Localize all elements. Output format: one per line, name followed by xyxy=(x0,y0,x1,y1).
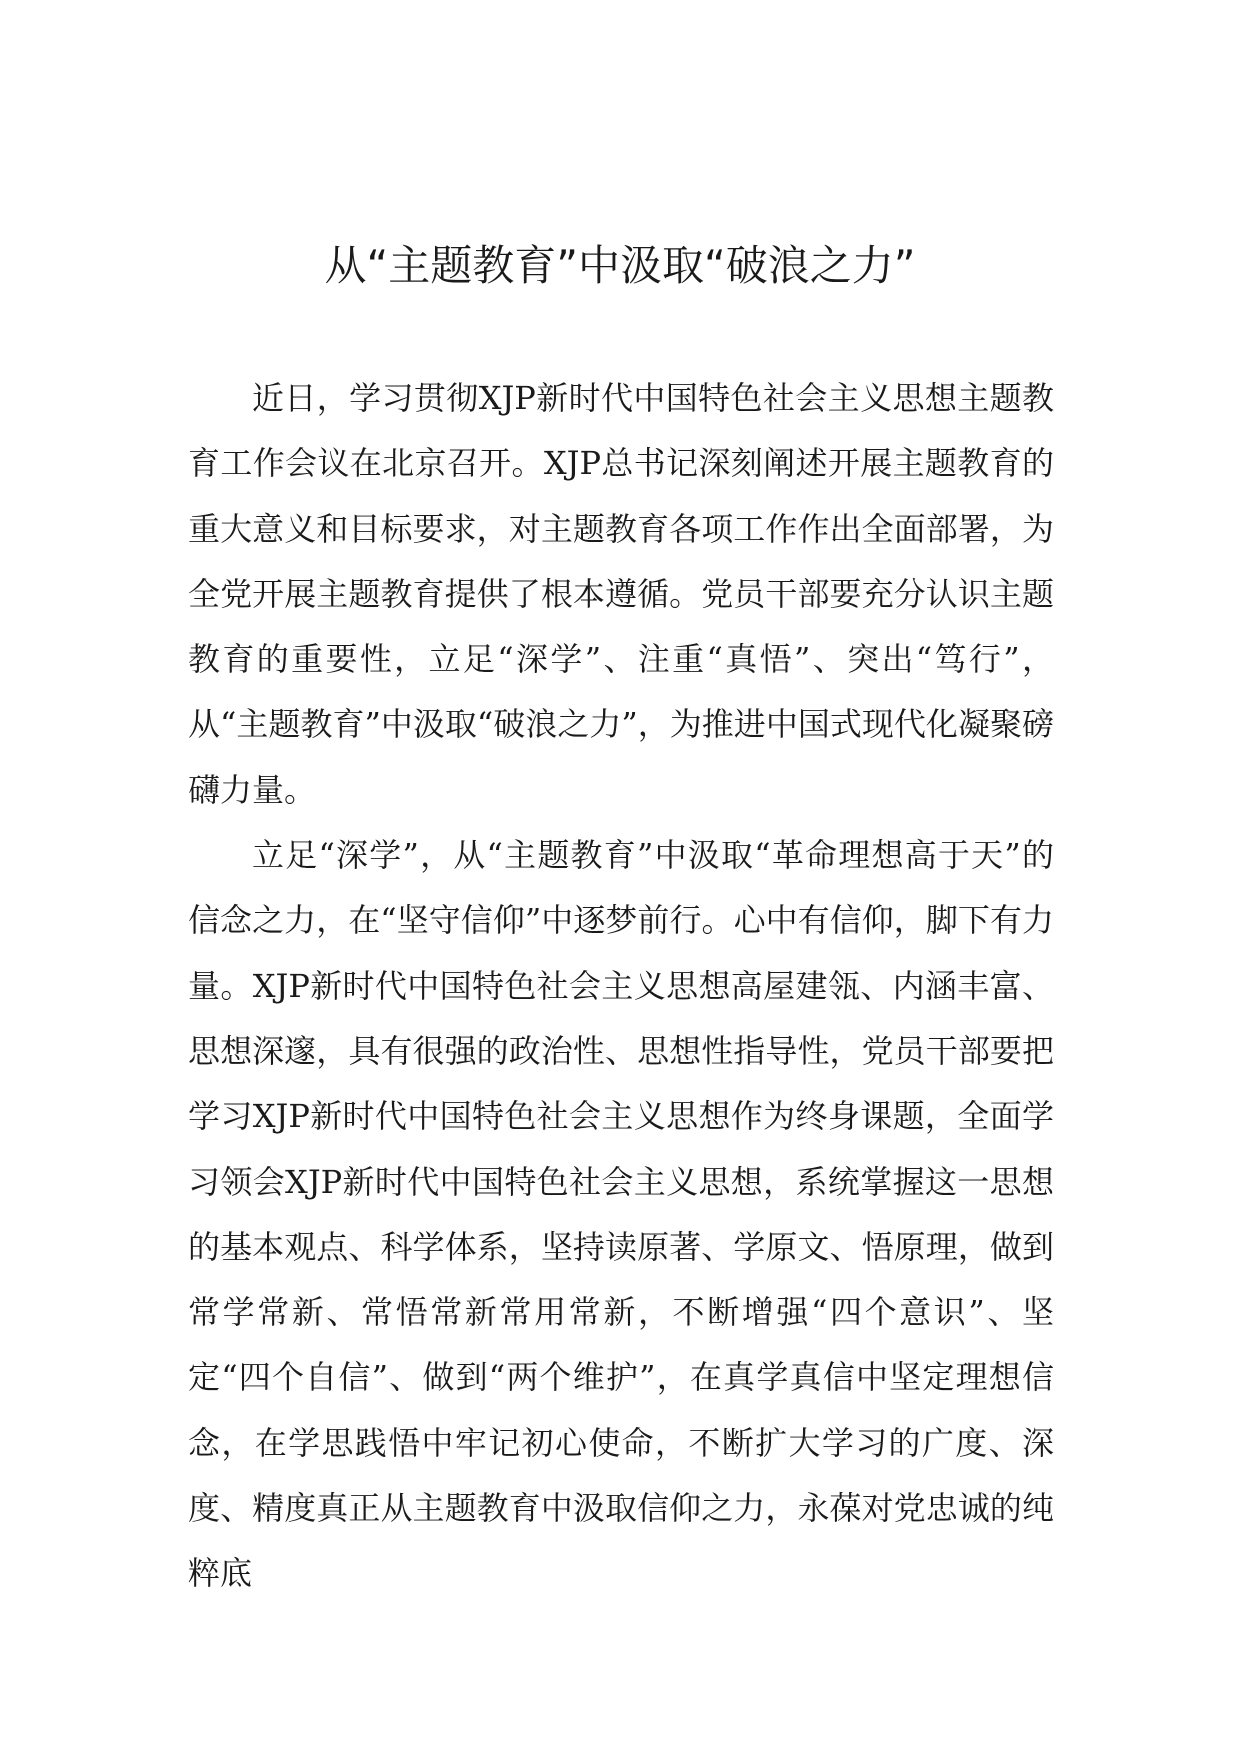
document-title: 从“主题教育”中汲取“破浪之力” xyxy=(324,241,916,290)
paragraph: 近日，学习贯彻XJP新时代中国特色社会主义思想主题教育工作会议在北京召开。XJP总书记深刻阐述开展主题教育的重大意义和目标要求，对主题教育各项工作作出全面部署，为全党开展主题教育提供了根本遵循。党员干部要充分认识主题教育的重要性，立足“深学”、注重“真悟”、突出“笃行”，从“主题教育”中汲取“破浪之力”，为推进中国式现代化凝聚磅礴力量。 xyxy=(188,379,1054,809)
paragraph: 立足“深学”，从“主题教育”中汲取“革命理想高于天”的信念之力，在“坚守信仰”中逐梦前行。心中有信仰，脚下有力量。XJP新时代中国特色社会主义思想高屋建瓴、内涵丰富、思想深邃，具有很强的政治性、思想性指导性，党员干部要把学习XJP新时代中国特色社会主义思想作为终身课题，全面学习领会XJP新时代中国特色社会主义思想，系统掌握这一思想的基本观点、科学体系，坚持读原著、学原文、悟原理，做到常学常新、常悟常新常用常新，不断增强“四个意识”、坚定“四个自信”、做到“两个维护”，在真学真信中坚定理想信念，在学思践悟中牢记初心使命，不断扩大学习的广度、深度、精度真正从主题教育中汲取信仰之力，永葆对党忠诚的纯粹底 xyxy=(188,836,1054,1593)
document-body xyxy=(188,366,1054,1607)
